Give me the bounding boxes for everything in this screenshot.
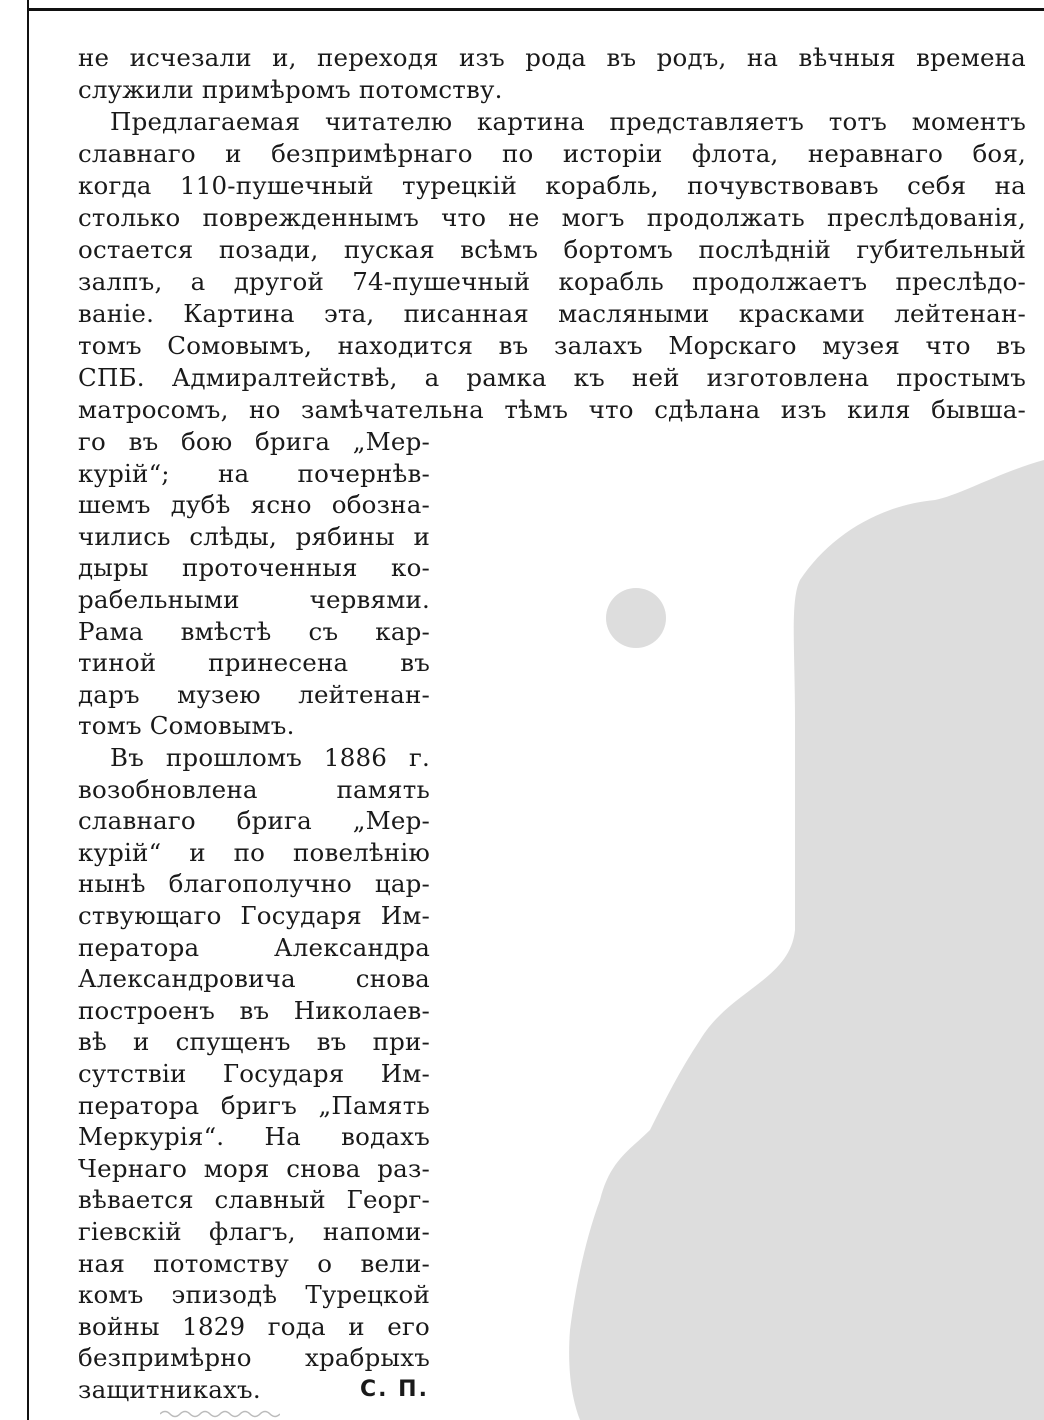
text-line: Предлагаемая читателю картина представляетъ тотъ моментъ [110,107,1026,136]
text-line: комъ эпизодѣ Турецкой [78,1280,430,1310]
text-line: курій“; на почернѣв- [78,458,430,488]
text-line: Чернаго моря снова раз- [78,1153,430,1183]
text-line: вѣвается славный Георг- [78,1185,430,1215]
text-line: СПБ. Адмиралтействѣ, а рамка къ ней изготовлена простымъ [78,363,1026,392]
text-line: ная потомству о вели- [78,1248,430,1278]
text-line: служили примѣромъ потомству. [78,75,503,104]
text-line: томъ Сомовымъ. [78,711,295,741]
text-line: построенъ въ Николаев- [78,995,430,1025]
text-line: Александровича снова [78,964,430,994]
text-line: даръ музею лейтенан- [78,679,430,709]
text-line: защитникахъ. [78,1375,261,1404]
text-line: столько поврежденнымъ что не могъ продолжать преслѣдованія, [78,203,1026,232]
text-line: не исчезали и, переходя изъ рода въ родъ, на вѣчныя времена [78,43,1026,72]
text-line: ствующаго Государя Им- [78,901,430,930]
text-line: нынѣ благополучно цар- [78,869,430,899]
gray-dot [606,588,666,648]
text-line: ваніе. Картина эта, писанная масляными красками лейтенан- [78,299,1026,328]
text-line: матросомъ, но замѣчательна тѣмъ что сдѣлана изъ киля бывша- [78,395,1026,424]
decorative-squiggle [160,1408,280,1420]
signature: С. П. [360,1377,429,1402]
text-line: сутствіи Государя Им- [78,1059,430,1088]
text-line: рабельными червями. [78,585,430,614]
text-line: гіевскій флагъ, напоми- [78,1217,430,1246]
text-line: залпъ, а другой 74-пушечный корабль продолжаетъ преслѣдо- [78,267,1026,296]
text-line: безпримѣрно храбрыхъ [78,1343,430,1373]
text-line: шемъ дубѣ ясно обозна- [78,490,430,520]
text-line: томъ Сомовымъ, находится въ залахъ Морскаго музея что въ [78,331,1026,360]
text-line: го въ бою брига „Мер- [78,427,430,456]
text-line: войны 1829 года и его [78,1311,430,1341]
text-line: Рама вмѣстѣ съ кар- [78,616,430,646]
text-line: остается позади, пуская всѣмъ бортомъ послѣдній губительный [78,235,1026,264]
text-line: курій“ и по повелѣнію [78,837,430,867]
text-line: чились слѣды, рябины и [78,521,430,551]
text-line: вѣ и спущенъ въ при- [78,1027,430,1057]
text-line: Въ прошломъ 1886 г. [110,743,430,772]
text-line: ператора бригъ „Память [78,1090,430,1120]
text-line: Меркурія“. На водахъ [78,1122,430,1152]
text-line: славнаго брига „Мер- [78,806,430,836]
text-line: славнаго и безпримѣрнаго по исторіи флота, неравнаго боя, [78,139,1026,168]
text-line: тиной принесена въ [78,648,430,678]
text-line: когда 110-пушечный турецкій корабль, почувствовавъ себя на [78,171,1026,200]
text-line: дыры проточенныя ко- [78,553,430,583]
text-line: возобновлена память [78,774,430,804]
text-line: ператора Александра [78,932,430,962]
